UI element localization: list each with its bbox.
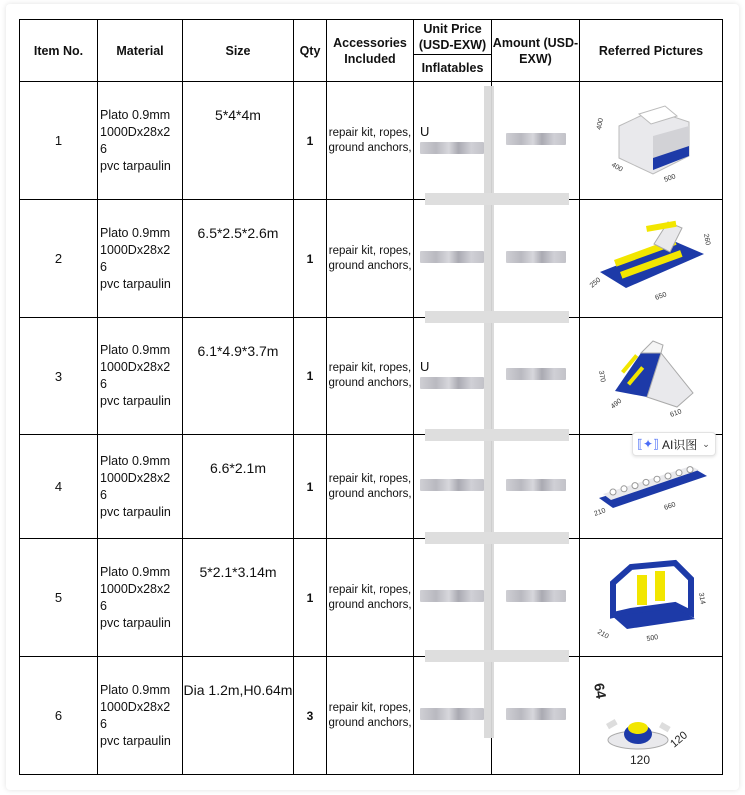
redacted-price [420,251,484,263]
dimension-label: 500 [646,633,659,643]
ai-scan-icon: ⟦✦⟧ [637,437,659,451]
redacted-amount [506,708,566,720]
unit-price-cell [414,318,492,435]
material-line: 1000Dx28x2 [100,470,171,485]
dimension-label: 660 [662,500,677,512]
accessories-cell: repair kit, ropes, ground anchors, [327,82,414,200]
size-cell: 5*4*4m [183,82,294,200]
header-size: Size [183,20,294,82]
accessories-cell: repair kit, ropes, ground anchors, [327,318,414,435]
header-pictures: Referred Pictures [580,20,723,82]
material-line: 6 [100,716,107,731]
redacted-amount [506,133,566,145]
material-line: 1000Dx28x2 [100,581,171,596]
redacted-price [420,590,484,602]
header-unit-price-label: Unit Price (USD-EXW) [418,22,487,52]
dimension-label: 500 [663,172,677,184]
redaction-bar [425,650,569,662]
table-row [20,657,723,775]
redacted-amount [506,590,566,602]
material-line: pvc tarpaulin [100,733,171,748]
material-line: 1000Dx28x2 [100,242,171,257]
inflatable-slide-block-icon [580,96,722,186]
qty-cell: 1 [294,435,327,539]
ai-image-recognition-button[interactable] [632,432,716,456]
material-line: Plato 0.9mm [100,343,171,357]
amount-cell [492,539,580,657]
amount-cell [492,200,580,318]
material-cell [98,200,183,318]
material-cell [98,435,183,539]
material-cell [98,539,183,657]
ai-image-recognition-label: AI识图 [661,437,698,452]
picture-cell [580,657,723,775]
inflatable-obstacle-course-icon [580,214,722,304]
item-number: 3 [20,318,98,435]
size-cell: 6.5*2.5*2.6m [183,200,294,318]
dimension-label: 260 [702,232,711,246]
material-line: pvc tarpaulin [100,394,171,408]
header-inflatables: Inflatables [421,61,484,75]
amount-cell [492,435,580,539]
material-cell [98,657,183,775]
dimension-label: 314 [697,591,706,605]
table-row [20,318,723,435]
redaction-bar [425,429,569,441]
material-line: 1000Dx28x2 [100,699,171,714]
header-accessories: Accessories Included [327,20,414,82]
inflatable-climbing-frame-icon [580,553,722,643]
size-cell: Dia 1.2m,H0.64m [183,657,294,775]
redacted-price [420,479,484,491]
accessories-cell: repair kit, ropes, ground anchors, [327,657,414,775]
qty-cell: 3 [294,657,327,775]
dimension-label: 490 [609,397,624,411]
price-prefix: U [420,123,430,139]
dimension-label: 370 [597,370,606,383]
item-number: 2 [20,200,98,318]
material-line: pvc tarpaulin [100,504,171,519]
redaction-bar [425,193,569,205]
redaction-bar [425,311,569,323]
material-line: 6 [100,377,107,391]
amount-cell [492,82,580,200]
table-row [20,539,723,657]
material-cell [98,318,183,435]
item-number: 1 [20,82,98,200]
header-item-no: Item No. [20,20,98,82]
dimension-label: 250 [588,276,603,290]
dimension-label: 400 [596,117,605,130]
dimension-label: 64 [591,681,610,700]
picture-cell [580,82,723,200]
size-cell: 5*2.1*3.14m [183,539,294,657]
dimension-label: 650 [654,290,668,302]
material-cell [98,82,183,200]
material-line: 6 [100,598,107,613]
redacted-amount [506,479,566,491]
dimension-label: 120 [668,728,690,750]
qty-cell: 1 [294,318,327,435]
redacted-price [420,142,484,154]
picture-cell [580,539,723,657]
dimension-label: 610 [669,408,683,419]
qty-cell: 1 [294,200,327,318]
redacted-amount [506,251,566,263]
table-row [20,435,723,539]
picture-cell [580,318,723,435]
quotation-table [19,19,723,775]
material-line: Plato 0.9mm [100,564,171,579]
table-row [20,200,723,318]
dimension-label: 120 [630,752,651,766]
inflatable-water-slide-icon [580,331,722,421]
material-line: 6 [100,141,107,156]
amount-cell [492,657,580,775]
chevron-down-icon[interactable]: ⌄ [702,438,710,449]
header-material: Material [98,20,183,82]
unit-price-cell [414,539,492,657]
material-line: Plato 0.9mm [100,225,171,240]
material-line: 1000Dx28x2 [100,124,171,139]
unit-price-cell [414,657,492,775]
size-cell: 6.6*2.1m [183,435,294,539]
material-line: Plato 0.9mm [100,682,171,697]
material-line: Plato 0.9mm [100,453,171,468]
table-row [20,82,723,200]
material-line: 6 [100,487,107,502]
material-line: pvc tarpaulin [100,158,171,173]
picture-cell [580,200,723,318]
dimension-label: 210 [592,506,607,518]
item-number: 5 [20,539,98,657]
accessories-cell: repair kit, ropes, ground anchors, [327,539,414,657]
unit-price-cell [414,82,492,200]
size-cell: 6.1*4.9*3.7m [183,318,294,435]
material-line: Plato 0.9mm [100,107,171,122]
unit-price-cell [414,200,492,318]
price-prefix: U [420,359,430,374]
material-line: 1000Dx28x2 [100,360,171,374]
accessories-cell: repair kit, ropes, ground anchors, [327,200,414,318]
material-line: 6 [100,259,107,274]
item-number: 6 [20,657,98,775]
redaction-bar [425,532,569,544]
dimension-label: 210 [596,628,610,641]
qty-cell: 1 [294,82,327,200]
dimension-label: 400 [610,161,624,174]
redacted-price [420,377,484,389]
inflatable-saturn-float-icon [580,666,722,766]
accessories-cell: repair kit, ropes, ground anchors, [327,435,414,539]
header-qty: Qty [294,20,327,82]
header-amount: Amount (USD-EXW) [492,20,580,82]
redacted-price [420,708,484,720]
qty-cell: 1 [294,539,327,657]
material-line: pvc tarpaulin [100,615,171,630]
unit-price-cell [414,435,492,539]
header-unit-price [414,20,492,82]
item-number: 4 [20,435,98,539]
material-line: pvc tarpaulin [100,276,171,291]
inflatable-floating-walkway-icon [580,452,722,522]
redaction-bar [484,86,494,738]
amount-cell [492,318,580,435]
redacted-amount [506,368,566,380]
